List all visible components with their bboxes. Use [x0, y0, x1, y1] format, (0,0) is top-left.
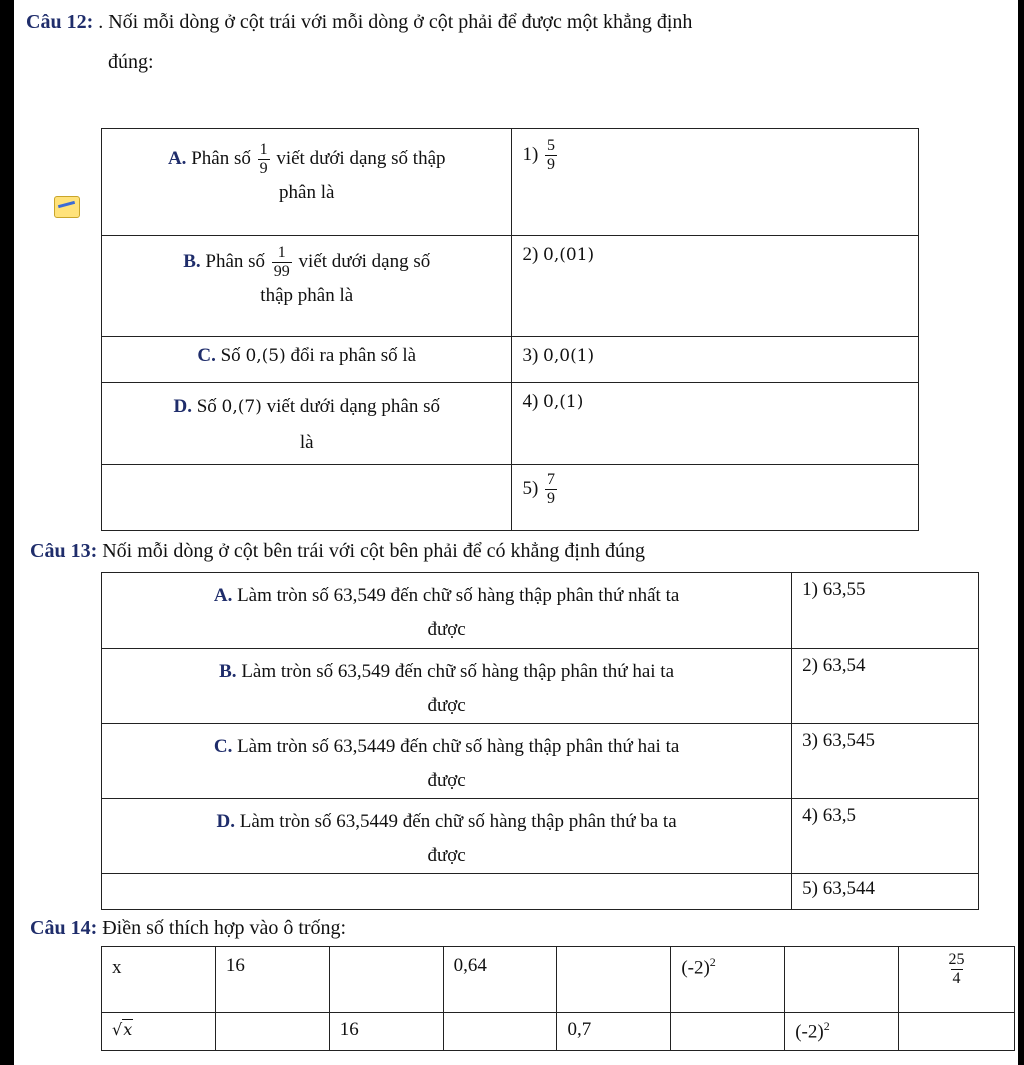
table-row	[102, 649, 979, 724]
table-row	[102, 947, 1015, 1013]
q12-matching-table	[101, 128, 919, 531]
fraction: $\frac{25}{4}$	[948, 951, 965, 987]
q13-left-b: B. Làm tròn số 63,549 đến chữ số hàng thập phân thứ hai ta được	[102, 649, 792, 724]
q13-right-4: 4) 63,5	[792, 799, 979, 874]
table-row	[102, 465, 919, 531]
table-row	[102, 129, 919, 236]
right-black-edge	[1018, 0, 1024, 1065]
q14-header-x: x	[102, 947, 216, 1013]
q12-title: Câu 12: . Nối mỗi dòng ở cột trái với mỗi dòng ở cột phải để được một khẳng định	[26, 11, 693, 33]
q13-matching-table	[101, 572, 979, 910]
table-row	[102, 337, 919, 383]
q12-left-b: B. Phân số $\frac{1}{99}$ viết dưới dạng số thập phân là	[102, 236, 512, 337]
q12-left-empty	[102, 465, 512, 531]
q14-r1-c6[interactable]	[785, 947, 899, 1013]
sqrt-symbol: √x	[112, 1020, 133, 1039]
q14-r2-c3[interactable]	[443, 1013, 557, 1051]
q12-left-d: D. Số 0,(7) viết dưới dạng phân số là	[102, 383, 512, 465]
q13-right-2: 2) 63,54	[792, 649, 979, 724]
fraction: $\frac{1}{99}$	[273, 244, 290, 280]
q12-right-5: 5) $\frac{7}{9}$	[512, 465, 919, 531]
q14-r1-c5: $(-2)^2$	[671, 947, 785, 1013]
q14-fill-table	[101, 946, 1015, 1051]
q14-r1-c2[interactable]	[329, 947, 443, 1013]
left-black-edge	[0, 0, 14, 1065]
q14-r2-c6: $(-2)^2$	[785, 1013, 899, 1051]
q14-title: Câu 14: Điền số thích hợp vào ô trống:	[30, 917, 347, 939]
q13-right-5: 5) 63,544	[792, 874, 979, 910]
table-row	[102, 383, 919, 465]
q14-r2-c1[interactable]	[215, 1013, 329, 1051]
q14-r2-c4: 0,7	[557, 1013, 671, 1051]
q13-left-a: A. Làm tròn số 63,549 đến chữ số hàng thập phân thứ nhất ta được	[102, 573, 792, 649]
fraction: $\frac{1}{9}$	[259, 141, 268, 177]
table-row	[102, 573, 979, 649]
q14-r2-c7[interactable]	[899, 1013, 1015, 1051]
q14-r2-c5[interactable]	[671, 1013, 785, 1051]
q12-left-a: A. Phân số $\frac{1}{9}$ viết dưới dạng số thập phân là	[102, 129, 512, 236]
table-row	[102, 724, 979, 799]
q14-r1-c1: 16	[215, 947, 329, 1013]
q14-r1-c7	[899, 947, 1015, 1013]
q12-right-1: 1) $\frac{5}{9}$	[512, 129, 919, 236]
q14-r1-c4[interactable]	[557, 947, 671, 1013]
q14-r2-c2: 16	[329, 1013, 443, 1051]
q12-right-2: 2) 0,(01)	[512, 236, 919, 337]
table-row	[102, 874, 979, 910]
q12-right-4: 4) 0,(1)	[512, 383, 919, 465]
q12-right-3: 3) 0,0(1)	[512, 337, 919, 383]
q12-left-c: C. Số 0,(5) đổi ra phân số là	[102, 337, 512, 383]
table-row	[102, 1013, 1015, 1051]
pencil-icon[interactable]	[54, 196, 80, 218]
table-row	[102, 236, 919, 337]
table-row	[102, 799, 979, 874]
q14-header-sqrt-x	[102, 1013, 216, 1051]
q13-right-3: 3) 63,545	[792, 724, 979, 799]
q13-left-d: D. Làm tròn số 63,5449 đến chữ số hàng thập phân thứ ba ta được	[102, 799, 792, 874]
fraction: $\frac{7}{9}$	[547, 471, 556, 507]
q13-title: Câu 13: Nối mỗi dòng ở cột bên trái với cột bên phải để có khẳng định đúng	[30, 540, 645, 562]
q12-title-line2: đúng:	[108, 51, 154, 73]
q14-r1-c3: 0,64	[443, 947, 557, 1013]
q13-left-empty	[102, 874, 792, 910]
q13-right-1: 1) 63,55	[792, 573, 979, 649]
fraction: $\frac{5}{9}$	[547, 137, 556, 173]
q13-left-c: C. Làm tròn số 63,5449 đến chữ số hàng thập phân thứ hai ta được	[102, 724, 792, 799]
